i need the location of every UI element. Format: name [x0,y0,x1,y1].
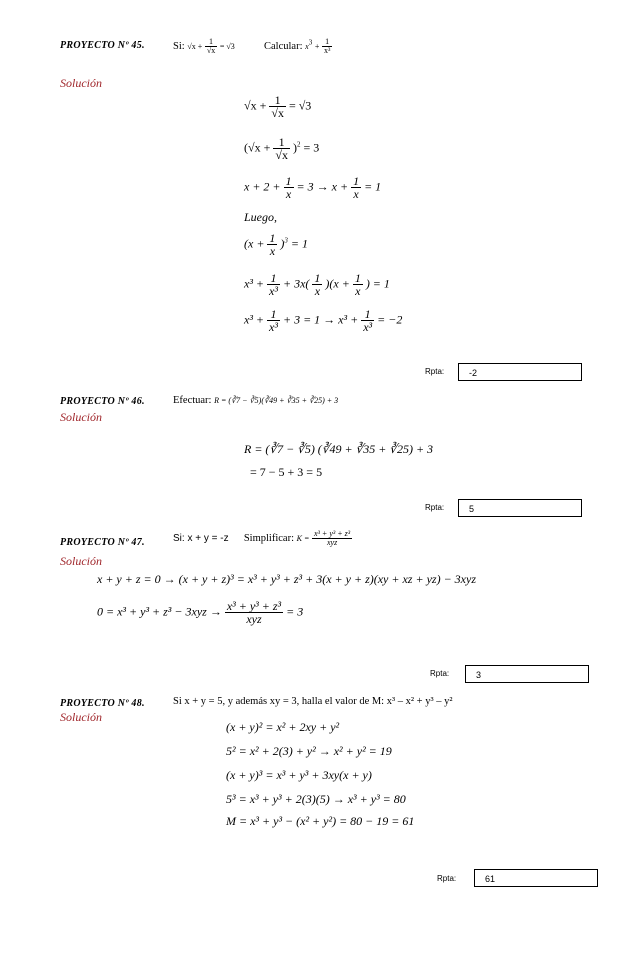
p46-solucion-heading: Solución [60,410,102,424]
p48-line-4: 5³ = x³ + y³ + 2(3)(5) → x³ + y³ = 80 [226,792,406,806]
p47-line-1: x + y + z = 0 → (x + y + z)³ = x³ + y³ + z³ + 3(x + y + z)(xy + xz + yz) − 3xyz [97,572,476,586]
p45-line-4: (x + $\frac{1}{x}$ )$^3$ = 1 [244,231,309,258]
p47-si-condition: Si: x + y = -z [173,532,229,544]
p48-line-1: (x + y)² = x² + 2xy + y² [226,720,340,734]
p47-rpta-box: 3 [465,665,589,683]
p45-stmt-cond-a: √x + [187,41,203,51]
p45-rpta-label: Rpta: [425,367,445,376]
p48-line-5: M = x³ + y³ − (x² + y²) = 80 − 19 = 61 [226,814,415,828]
p45-line-1: √x + $\frac{1}{√x}$ = √3 [244,93,312,120]
p46-title: PROYECTO Nº 46. [60,396,145,407]
p45-stmt-calc-frac: $\frac{1}{\text{x³}}$ [323,37,331,55]
p46-line-1: R = (∛7 − ∛5) (∛49 + ∛35 + ∛25) + 3 [244,442,434,456]
p46-line-2: = 7 − 5 + 3 = 5 [250,465,323,479]
p45-solucion-heading: Solución [60,76,102,90]
p45-line-2: (√x + $\frac{1}{√x}$ )$^2$ = 3 [244,135,320,162]
p48-statement: Si x + y = 5, y además xy = 3, halla el valor de M: x³ – x² + y³ – y² [173,696,453,707]
p46-rpta-label: Rpta: [425,503,445,512]
p45-calcular-label: Calcular: [264,40,303,52]
p45-stmt-calc-a: x [305,41,309,51]
p45-line-5: x³ + $\frac{1}{\text{x³}}$ + 3x( $\frac{1}{x}$ )(x + $\frac{1}{x}$ ) = 1 [244,271,390,298]
p45-statement: Si: √x + $\frac{1}{√x}$ = √3 Calcular: $x^3$ + $\frac{1}{\text{x³}}$ [173,37,331,55]
p47-simplificar-label: Simplificar: [243,532,294,544]
p47-line-2: 0 = x³ + y³ + z³ − 3xyz → $\frac{\text{x³ + y³ + z³}}{\text{xyz}}$ = 3 [97,599,304,626]
p47-title: PROYECTO Nº 47. [60,537,145,548]
p48-rpta-box: 61 [474,869,598,887]
p48-solucion-heading: Solución [60,710,102,724]
p45-rpta-box: -2 [458,363,582,381]
p45-stmt-cond-frac: $\frac{1}{√x}$ [206,37,216,55]
p46-rpta-box: 5 [458,499,582,517]
p46-stmt-expr: R = (∛7 − ∛5)(∛49 + ∛35 + ∛25) + 3 [214,396,339,405]
p45-si-label: Si: [173,40,185,52]
p48-rpta-label: Rpta: [437,874,457,883]
p45-stmt-cond-b: = √3 [219,41,235,51]
p47-rpta-label: Rpta: [430,669,450,678]
p46-efectuar-label: Efectuar: [173,395,212,406]
p45-line-3: x + 2 + $\frac{1}{x}$ = 3 → x + $\frac{1}{x}$ = 1 [244,174,382,201]
p47-statement [173,530,352,547]
p48-line-3: (x + y)³ = x³ + y³ + 3xy(x + y) [226,768,372,782]
p46-statement [173,395,338,406]
p45-line-6: x³ + $\frac{1}{\text{x³}}$ + 3 = 1 → x³ + $\frac{1}{\text{x³}}$ = −2 [244,307,403,334]
p45-luego: Luego, [244,210,277,224]
p47-solucion-heading: Solución [60,554,102,568]
p47-stmt-frac: $\frac{\text{x³ + y³ + z³}}{\text{xyz}}$ [313,529,351,547]
p48-title: PROYECTO Nº 48. [60,698,145,709]
p45-title: PROYECTO Nº 45. [60,40,145,51]
p47-stmt-k: K = [296,533,310,543]
p48-line-2: 5² = x² + 2(3) + y² → x² + y² = 19 [226,744,392,758]
